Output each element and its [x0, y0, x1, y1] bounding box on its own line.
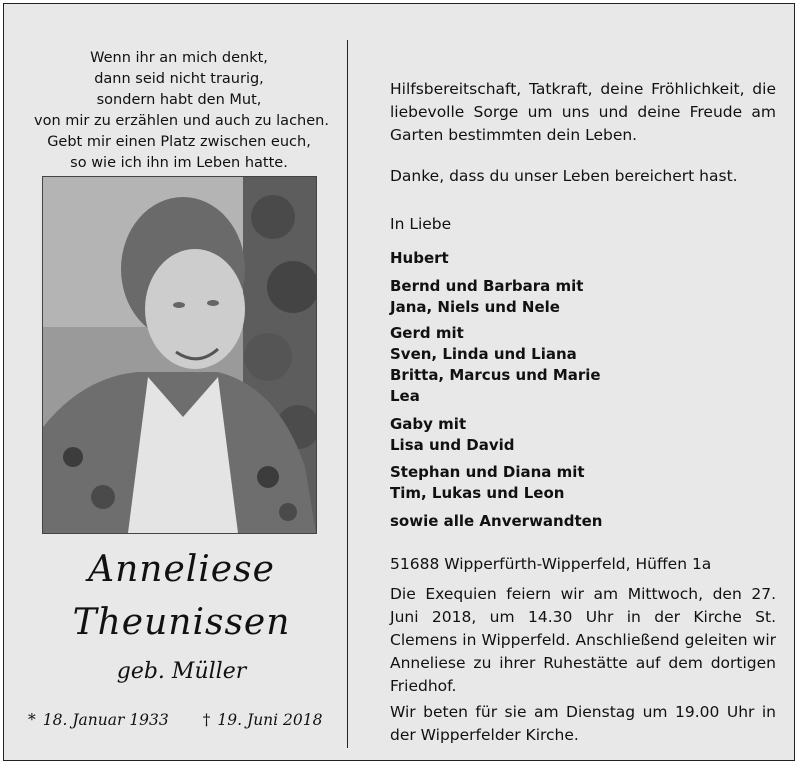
- life-dates: [28, 711, 338, 729]
- family-group: [390, 323, 601, 407]
- family-group: [390, 248, 449, 269]
- family-line: Tim, Lukas und Leon: [390, 484, 565, 502]
- address: 51688 Wipperfürth-Wipperfeld, Hüffen 1a: [390, 555, 712, 573]
- poem-line: von mir zu erzählen und auch zu lachen.: [34, 113, 329, 129]
- family-group: [390, 414, 515, 456]
- maiden-name: geb. Müller: [116, 659, 247, 684]
- last-name: Theunissen: [72, 602, 291, 643]
- in-love-label: In Liebe: [390, 215, 452, 233]
- first-name: Anneliese: [88, 549, 275, 590]
- family-group: [390, 511, 602, 532]
- family-line: Sven, Linda und Liana: [390, 345, 577, 363]
- family-line: Britta, Marcus und Marie: [390, 366, 601, 384]
- memorial-poem: [34, 48, 329, 174]
- tribute-text: Hilfsbereitschaft, Tatkraft, deine Fröhlichkeit, die liebevolle Sorge um uns und deine Freude am Garten bestimmten dein Leben.: [390, 80, 776, 144]
- poem-line: dann seid nicht traurig,: [94, 71, 264, 87]
- family-line: Bernd und Barbara mit: [390, 277, 584, 295]
- death-date: 19. Juni 2018: [217, 711, 323, 729]
- birth-star-icon: *: [28, 711, 36, 729]
- poem-line: so wie ich ihn im Leben hatte.: [70, 155, 288, 171]
- obituary-notice: [3, 3, 795, 761]
- family-line: Gerd mit: [390, 324, 464, 342]
- family-line: Hubert: [390, 249, 449, 267]
- family-line: Gaby mit: [390, 415, 467, 433]
- family-line: Lisa und David: [390, 436, 515, 454]
- column-divider: [347, 40, 348, 748]
- thanks-text: Danke, dass du unser Leben bereichert hast.: [390, 167, 738, 185]
- prayer-details: Wir beten für sie am Dienstag um 19.00 Uhr in der Wipperfelder Kirche.: [390, 703, 776, 744]
- poem-line: Wenn ihr an mich denkt,: [90, 50, 268, 66]
- family-group: [390, 276, 583, 318]
- family-line: sowie alle Anverwandten: [390, 512, 603, 530]
- funeral-details: Die Exequien feiern wir am Mittwoch, den 27. Juni 2018, um 14.30 Uhr in der Kirche St. Clemens in Wipperfeld. Anschließend geleiten wir Anneliese zu ihrer Ruhestätte auf dem dortigen Friedhof.: [390, 585, 776, 695]
- family-line: Lea: [390, 387, 420, 405]
- family-group: [390, 462, 585, 504]
- death-cross-icon: †: [202, 711, 211, 729]
- portrait-photo: [42, 176, 317, 534]
- family-line: Jana, Niels und Nele: [390, 298, 560, 316]
- poem-line: sondern habt den Mut,: [96, 92, 262, 108]
- poem-line: Gebt mir einen Platz zwischen euch,: [47, 134, 311, 150]
- birth-date: 18. Januar 1933: [42, 711, 169, 729]
- family-line: Stephan und Diana mit: [390, 463, 585, 481]
